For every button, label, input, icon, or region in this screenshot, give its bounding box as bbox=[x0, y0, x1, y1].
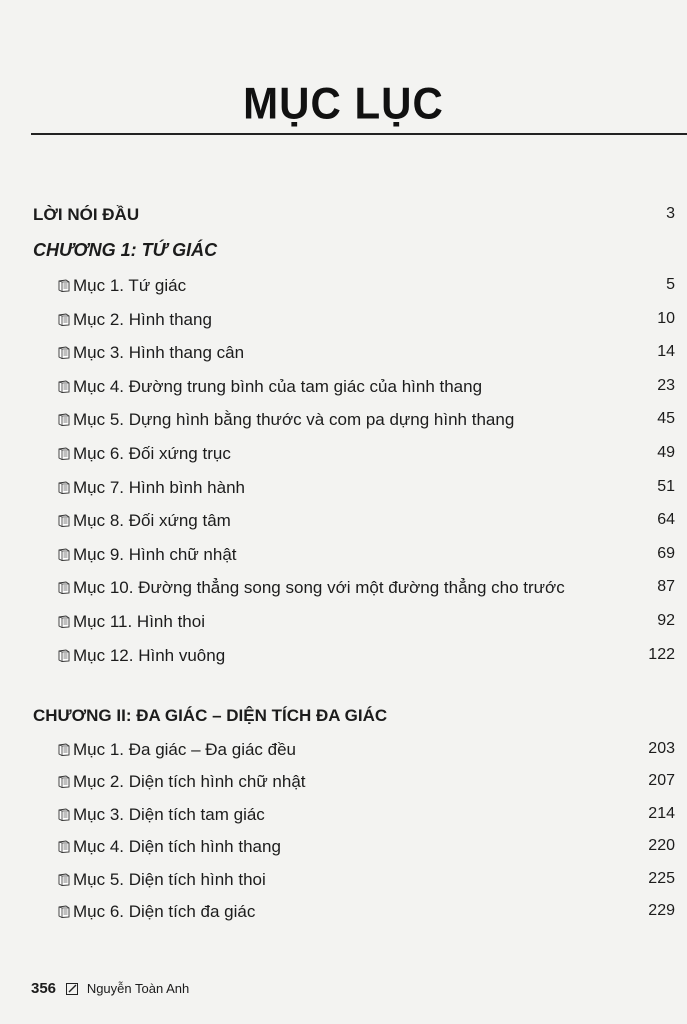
toc-item-label-wrap bbox=[58, 377, 482, 397]
toc-item-label: Mục 1. Tứ giác bbox=[73, 276, 187, 295]
book-icon bbox=[58, 873, 70, 886]
toc-item-label: Mục 4. Diện tích hình thang bbox=[73, 837, 281, 857]
toc-item-label: Mục 6. Đối xứng trục bbox=[73, 444, 231, 463]
book-icon bbox=[58, 481, 70, 494]
book-icon bbox=[58, 548, 70, 561]
toc-item[interactable] bbox=[0, 410, 687, 438]
toc-intro[interactable] bbox=[0, 205, 687, 233]
toc-item[interactable] bbox=[0, 612, 687, 640]
book-icon bbox=[58, 413, 70, 426]
chapter-2-label: CHƯƠNG II: ĐA GIÁC – DIỆN TÍCH ĐA GIÁC bbox=[33, 706, 388, 725]
book-icon bbox=[58, 743, 70, 756]
book-icon bbox=[58, 905, 70, 918]
toc-item-page: 229 bbox=[648, 902, 675, 919]
book-icon bbox=[58, 775, 70, 788]
toc-item-label: Mục 7. Hình bình hành bbox=[73, 477, 246, 497]
toc-item-label: Mục 3. Diện tích tam giác bbox=[73, 804, 265, 824]
toc-item-page: 5 bbox=[666, 276, 675, 293]
author-name: Nguyễn Toàn Anh bbox=[86, 981, 190, 996]
toc-item-label: Mục 8. Đối xứng tâm bbox=[73, 511, 231, 531]
toc-item-label: Mục 12. Hình vuông bbox=[73, 645, 226, 665]
toc-item-label-wrap bbox=[58, 545, 237, 565]
toc-item-page: 92 bbox=[657, 612, 675, 629]
toc-item-page: 14 bbox=[657, 343, 675, 361]
book-icon bbox=[58, 279, 70, 292]
toc-item-label-wrap bbox=[58, 410, 514, 430]
toc-item-page: 214 bbox=[648, 804, 675, 822]
toc-item-label-wrap bbox=[58, 837, 281, 857]
toc-item-label-wrap bbox=[58, 902, 255, 922]
toc-item-page: 203 bbox=[648, 740, 675, 757]
page-title: MỤC LỤC bbox=[243, 78, 444, 129]
toc-item-page: 51 bbox=[657, 477, 675, 495]
toc-item-label: Mục 11. Hình thoi bbox=[73, 612, 205, 631]
book-icon bbox=[58, 313, 70, 326]
toc-item-page: 23 bbox=[657, 376, 675, 394]
toc-item[interactable] bbox=[0, 837, 687, 865]
toc-item[interactable] bbox=[0, 772, 687, 800]
book-icon bbox=[58, 447, 70, 460]
toc-item-label-wrap bbox=[58, 578, 565, 598]
toc-item-label-wrap bbox=[58, 870, 266, 890]
book-icon bbox=[58, 346, 70, 359]
toc-item[interactable] bbox=[0, 646, 687, 674]
page-footer bbox=[31, 980, 189, 997]
toc-item-label: Mục 2. Hình thang bbox=[73, 309, 212, 329]
toc-item-page: 45 bbox=[657, 410, 675, 428]
toc-item-label: Mục 1. Đa giác – Đa giác đều bbox=[73, 740, 297, 759]
book-icon bbox=[58, 380, 70, 393]
toc-item[interactable] bbox=[0, 478, 687, 506]
toc-item-label: Mục 4. Đường trung bình của tam giác của hình thang bbox=[73, 376, 483, 396]
toc-item-page: 87 bbox=[657, 578, 675, 596]
toc-item[interactable] bbox=[0, 545, 687, 573]
book-icon bbox=[58, 615, 70, 628]
toc-item-label: Mục 6. Diện tích đa giác bbox=[73, 902, 256, 921]
toc-item[interactable] bbox=[0, 377, 687, 405]
toc-item-label-wrap bbox=[58, 740, 296, 760]
toc-item-label: Mục 5. Dựng hình bằng thước và com pa dựng hình thang bbox=[73, 410, 515, 430]
toc-item-label-wrap bbox=[58, 511, 231, 531]
toc-item[interactable] bbox=[0, 511, 687, 539]
book-icon bbox=[58, 840, 70, 853]
toc-item-page: 69 bbox=[657, 544, 675, 562]
toc-item-label-wrap bbox=[58, 478, 245, 498]
toc-item[interactable] bbox=[0, 805, 687, 833]
toc-item-label-wrap bbox=[58, 612, 205, 632]
pen-paper-icon bbox=[66, 982, 79, 995]
book-icon bbox=[58, 649, 70, 662]
toc-item-label-wrap bbox=[58, 805, 265, 825]
page-number: 356 bbox=[31, 980, 57, 997]
toc-item-page: 207 bbox=[648, 772, 675, 790]
toc-item[interactable] bbox=[0, 578, 687, 606]
toc-item-label-wrap bbox=[58, 646, 225, 666]
toc-item-label-wrap bbox=[58, 444, 231, 464]
toc-item[interactable] bbox=[0, 310, 687, 338]
toc-item-label-wrap bbox=[58, 772, 306, 792]
chapter-1-label: CHƯƠNG 1: TỨ GIÁC bbox=[33, 240, 218, 260]
toc-item-label: Mục 10. Đường thẳng song song với một đường thẳng cho trước bbox=[73, 578, 565, 598]
toc-item-page: 64 bbox=[657, 511, 675, 529]
toc-item-label: Mục 5. Diện tích hình thoi bbox=[73, 869, 266, 889]
toc-intro-page: 3 bbox=[666, 205, 675, 222]
toc-item-page: 10 bbox=[657, 309, 675, 327]
title-rule bbox=[31, 133, 687, 135]
toc-chapter-2[interactable] bbox=[0, 706, 687, 734]
toc-item-label: Mục 2. Diện tích hình chữ nhật bbox=[73, 772, 306, 792]
toc-chapter-1[interactable] bbox=[0, 240, 687, 268]
book-icon bbox=[58, 808, 70, 821]
toc-item-page: 220 bbox=[648, 837, 675, 855]
toc-item-label-wrap bbox=[58, 276, 186, 296]
toc-item[interactable] bbox=[0, 276, 687, 304]
toc-item-label: Mục 3. Hình thang cân bbox=[73, 343, 245, 363]
toc-item[interactable] bbox=[0, 740, 687, 768]
toc-item[interactable] bbox=[0, 870, 687, 898]
toc-item-label-wrap bbox=[58, 343, 244, 363]
toc-item-label-wrap bbox=[58, 310, 212, 330]
toc-intro-label: LỜI NÓI ĐẦU bbox=[33, 205, 140, 224]
toc-item-page: 49 bbox=[657, 444, 675, 461]
toc-item-page: 122 bbox=[648, 645, 675, 663]
toc-item[interactable] bbox=[0, 444, 687, 472]
book-icon bbox=[58, 514, 70, 527]
toc-item[interactable] bbox=[0, 902, 687, 930]
toc-item-page: 225 bbox=[648, 869, 675, 887]
toc-item[interactable] bbox=[0, 343, 687, 371]
book-icon bbox=[58, 581, 70, 594]
toc-item-label: Mục 9. Hình chữ nhật bbox=[73, 544, 237, 564]
